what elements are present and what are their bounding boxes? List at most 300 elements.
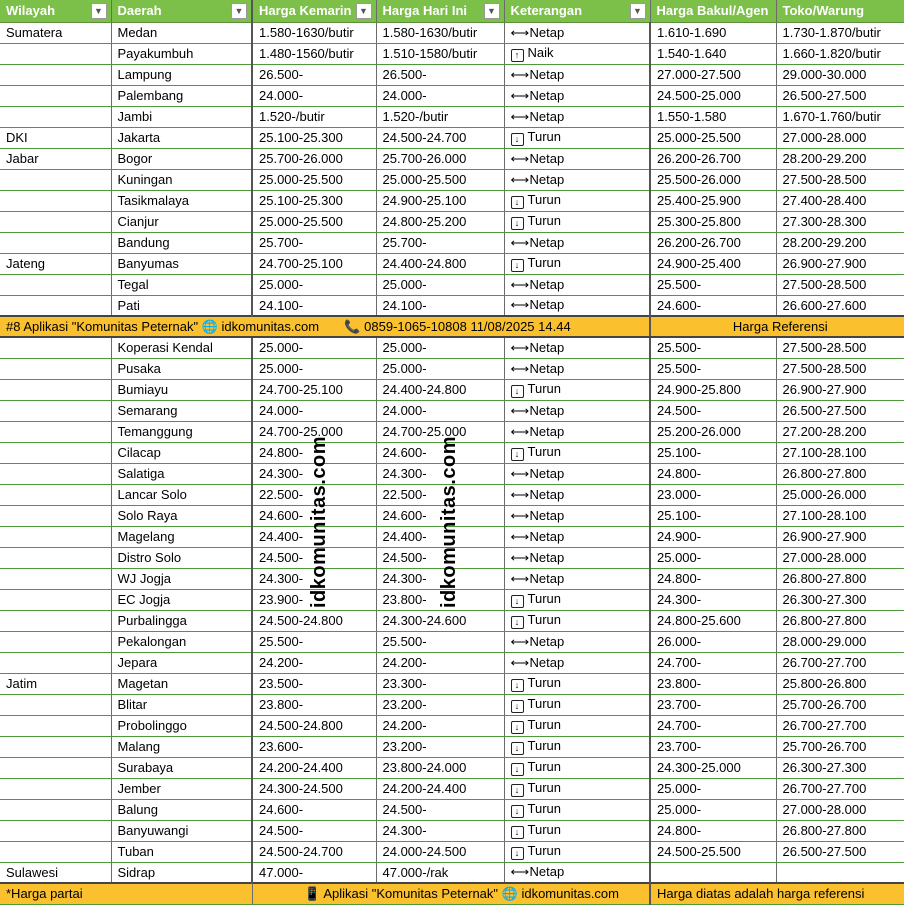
table-cell[interactable]: 25.700-26.700 [776, 736, 904, 757]
table-cell[interactable]: ↓ Turun [504, 799, 650, 820]
table-cell[interactable]: Tuban [111, 841, 252, 862]
table-cell[interactable]: 25.300-25.800 [650, 211, 776, 232]
table-cell[interactable]: 1.480-1560/butir [252, 43, 376, 64]
table-cell[interactable]: ↑ Naik [504, 43, 650, 64]
table-cell[interactable]: 24.600- [650, 295, 776, 316]
table-cell[interactable]: 24.000-24.500 [376, 841, 504, 862]
header-row [0, 0, 904, 22]
table-cell[interactable]: EC Jogja [111, 589, 252, 610]
table-cell[interactable]: 27.500-28.500 [776, 358, 904, 379]
table-cell[interactable]: Sidrap [111, 862, 252, 883]
table-cell[interactable]: Semarang [111, 400, 252, 421]
table-cell[interactable]: Malang [111, 736, 252, 757]
filter-dropdown-icon[interactable]: ▼ [231, 3, 247, 19]
table-cell[interactable]: 24.700-25.000 [376, 421, 504, 442]
filter-dropdown-icon[interactable]: ▼ [630, 3, 646, 19]
table-cell[interactable]: 26.500-27.500 [776, 85, 904, 106]
table-cell[interactable]: 29.000-30.000 [776, 64, 904, 85]
table-cell[interactable] [0, 442, 111, 463]
table-cell[interactable] [0, 232, 111, 253]
table-cell[interactable]: 24.300- [650, 589, 776, 610]
table-cell[interactable]: Jabar [0, 148, 111, 169]
table-cell[interactable] [0, 568, 111, 589]
table-cell[interactable]: 24.800- [650, 463, 776, 484]
table-cell[interactable]: 27.400-28.400 [776, 190, 904, 211]
table-cell[interactable]: ⟷Netap [504, 526, 650, 547]
table-cell[interactable]: 25.000- [650, 799, 776, 820]
table-cell[interactable] [0, 169, 111, 190]
table-cell[interactable] [0, 337, 111, 358]
steady-arrow-icon: ⟷ [510, 297, 530, 313]
table-cell[interactable]: ⟷Netap [504, 568, 650, 589]
table-cell[interactable]: 27.000-28.000 [776, 127, 904, 148]
table-cell[interactable]: 26.900-27.900 [776, 379, 904, 400]
table-cell[interactable]: 24.900- [650, 526, 776, 547]
table-cell[interactable] [0, 778, 111, 799]
table-cell[interactable]: 23.600- [252, 736, 376, 757]
table-cell[interactable] [0, 64, 111, 85]
table-cell[interactable]: ⟷Netap [504, 64, 650, 85]
table-cell[interactable] [0, 484, 111, 505]
table-cell[interactable]: 1.540-1.640 [650, 43, 776, 64]
table-cell[interactable]: Jateng [0, 253, 111, 274]
table-cell[interactable]: ⟷Netap [504, 421, 650, 442]
table-cell[interactable]: Jepara [111, 652, 252, 673]
table-cell[interactable]: 23.800- [376, 589, 504, 610]
table-cell[interactable]: 27.000-28.000 [776, 799, 904, 820]
table-cell[interactable]: 24.300- [376, 568, 504, 589]
table-cell[interactable]: 28.000-29.000 [776, 631, 904, 652]
table-cell[interactable]: 24.400- [376, 526, 504, 547]
table-cell[interactable]: DKI [0, 127, 111, 148]
table-cell[interactable]: Pati [111, 295, 252, 316]
table-cell[interactable] [0, 610, 111, 631]
table-cell[interactable]: 24.000- [252, 85, 376, 106]
steady-arrow-icon: ⟷ [510, 87, 530, 103]
table-cell[interactable]: 23.800- [252, 694, 376, 715]
table-cell[interactable]: Balung [111, 799, 252, 820]
table-cell[interactable]: 27.300-28.300 [776, 211, 904, 232]
table-cell[interactable]: 1.670-1.760/butir [776, 106, 904, 127]
filter-dropdown-icon[interactable]: ▼ [356, 3, 372, 19]
column-header[interactable]: Harga Kemarin ▼ [252, 0, 376, 22]
table-cell[interactable]: 47.000- [252, 862, 376, 883]
table-cell[interactable]: 24.600- [376, 442, 504, 463]
table-cell[interactable]: 26.500-27.500 [776, 841, 904, 862]
table-cell[interactable]: Surabaya [111, 757, 252, 778]
table-cell[interactable]: 25.500- [650, 274, 776, 295]
table-cell[interactable]: 24.700- [650, 652, 776, 673]
table-cell[interactable]: 24.800- [650, 820, 776, 841]
table-cell[interactable]: Distro Solo [111, 547, 252, 568]
table-cell[interactable]: ↓ Turun [504, 127, 650, 148]
table-cell[interactable]: 28.200-29.200 [776, 232, 904, 253]
table-cell[interactable] [0, 799, 111, 820]
table-cell[interactable]: 27.200-28.200 [776, 421, 904, 442]
table-cell[interactable]: Bandung [111, 232, 252, 253]
table-cell[interactable]: 1.520-/butir [376, 106, 504, 127]
table-cell[interactable]: ⟷Netap [504, 148, 650, 169]
table-cell[interactable]: 23.800- [650, 673, 776, 694]
table-cell[interactable]: 25.000- [376, 274, 504, 295]
table-cell[interactable]: Sulawesi [0, 862, 111, 883]
table-cell[interactable]: Solo Raya [111, 505, 252, 526]
table-cell[interactable]: 25.500- [252, 631, 376, 652]
table-cell[interactable]: ↓ Turun [504, 610, 650, 631]
table-cell[interactable]: 25.000- [252, 274, 376, 295]
table-cell[interactable]: 26.900-27.900 [776, 253, 904, 274]
table-cell[interactable]: 26.700-27.700 [776, 778, 904, 799]
table-cell[interactable]: 24.400-24.800 [376, 253, 504, 274]
table-cell[interactable]: 22.500- [252, 484, 376, 505]
table-cell[interactable] [0, 757, 111, 778]
table-cell[interactable]: 24.500-24.800 [252, 715, 376, 736]
table-cell[interactable]: 25.500- [650, 337, 776, 358]
table-cell[interactable]: 25.000-25.500 [650, 127, 776, 148]
table-cell[interactable]: Medan [111, 22, 252, 43]
table-cell[interactable]: 25.500- [376, 631, 504, 652]
table-cell[interactable]: 24.900-25.100 [376, 190, 504, 211]
table-cell[interactable]: 25.700-26.700 [776, 694, 904, 715]
table-cell[interactable]: 25.800-26.800 [776, 673, 904, 694]
banner-site[interactable]: idkomunitas.com [221, 318, 320, 334]
table-cell[interactable]: 24.200- [376, 715, 504, 736]
table-cell[interactable]: ↓ Turun [504, 778, 650, 799]
table-cell[interactable] [0, 274, 111, 295]
table-cell[interactable]: 24.500- [376, 799, 504, 820]
table-cell[interactable]: ⟷Netap [504, 484, 650, 505]
table-cell[interactable] [776, 862, 904, 883]
table-cell[interactable]: 25.000- [650, 778, 776, 799]
table-cell[interactable]: Jakarta [111, 127, 252, 148]
table-cell[interactable]: ⟷Netap [504, 337, 650, 358]
table-cell[interactable]: 24.500- [252, 820, 376, 841]
table-cell[interactable] [0, 715, 111, 736]
table-cell[interactable]: 1.730-1.870/butir [776, 22, 904, 43]
table-cell[interactable]: 47.000-/rak [376, 862, 504, 883]
table-cell[interactable]: 24.100- [252, 295, 376, 316]
table-cell[interactable]: ⟷Netap [504, 631, 650, 652]
table-cell[interactable]: ⟷Netap [504, 358, 650, 379]
table-cell[interactable]: 23.900- [252, 589, 376, 610]
table-cell[interactable] [0, 106, 111, 127]
table-cell[interactable]: 23.700- [650, 694, 776, 715]
table-cell[interactable]: 1.610-1.690 [650, 22, 776, 43]
table-cell[interactable]: Salatiga [111, 463, 252, 484]
table-cell[interactable] [0, 589, 111, 610]
table-cell[interactable]: 24.500-24.700 [252, 841, 376, 862]
table-cell[interactable]: 25.000-25.500 [252, 211, 376, 232]
table-row [0, 43, 904, 64]
table-cell[interactable]: ↓ Turun [504, 694, 650, 715]
table-cell[interactable]: 27.100-28.100 [776, 505, 904, 526]
table-cell[interactable]: ↓ Turun [504, 253, 650, 274]
table-cell[interactable]: 24.000- [376, 400, 504, 421]
table-cell[interactable]: 27.000-27.500 [650, 64, 776, 85]
table-cell[interactable]: ↓ Turun [504, 442, 650, 463]
table-cell[interactable] [0, 526, 111, 547]
table-cell[interactable]: ↓ Turun [504, 841, 650, 862]
table-cell[interactable]: ↓ Turun [504, 589, 650, 610]
table-cell[interactable] [0, 463, 111, 484]
table-cell[interactable]: 1.580-1630/butir [376, 22, 504, 43]
table-cell[interactable]: 26.700-27.700 [776, 652, 904, 673]
table-cell[interactable]: 1.520-/butir [252, 106, 376, 127]
table-cell[interactable]: 24.300- [252, 463, 376, 484]
table-cell[interactable]: 25.700- [252, 232, 376, 253]
table-cell[interactable]: Pusaka [111, 358, 252, 379]
table-cell[interactable]: 26.800-27.800 [776, 463, 904, 484]
table-cell[interactable]: 25.500- [650, 358, 776, 379]
table-cell[interactable] [0, 505, 111, 526]
table-cell[interactable]: 26.800-27.800 [776, 820, 904, 841]
table-cell[interactable]: 24.300-24.500 [252, 778, 376, 799]
table-cell[interactable] [0, 841, 111, 862]
table-cell[interactable]: ⟷Netap [504, 85, 650, 106]
footer-site[interactable]: idkomunitas.com [521, 885, 619, 901]
table-cell[interactable] [650, 862, 776, 883]
table-cell[interactable]: ↓ Turun [504, 736, 650, 757]
table-cell[interactable]: 24.800- [252, 442, 376, 463]
table-cell[interactable]: 24.900-25.400 [650, 253, 776, 274]
table-cell[interactable]: Purbalingga [111, 610, 252, 631]
table-cell[interactable]: 24.400-24.800 [376, 379, 504, 400]
table-cell[interactable]: 25.700- [376, 232, 504, 253]
table-cell[interactable]: 1.580-1630/butir [252, 22, 376, 43]
table-cell[interactable]: ↓ Turun [504, 715, 650, 736]
table-cell[interactable]: 25.000- [650, 547, 776, 568]
table-cell[interactable] [0, 421, 111, 442]
table-cell[interactable]: 27.100-28.100 [776, 442, 904, 463]
table-cell[interactable]: 24.500-25.000 [650, 85, 776, 106]
column-header[interactable]: Daerah ▼ [111, 0, 252, 22]
table-cell[interactable]: 24.500-24.700 [376, 127, 504, 148]
table-cell[interactable]: ⟷Netap [504, 400, 650, 421]
table-cell[interactable]: Banyuwangi [111, 820, 252, 841]
table-cell[interactable]: Lampung [111, 64, 252, 85]
table-cell[interactable] [0, 694, 111, 715]
table-cell[interactable]: 24.300-24.600 [376, 610, 504, 631]
table-cell[interactable]: 27.000-28.000 [776, 547, 904, 568]
banner-phone[interactable]: 0859-1065-10808 [364, 318, 467, 334]
table-cell[interactable]: 24.000- [252, 400, 376, 421]
table-cell[interactable]: 24.600- [252, 799, 376, 820]
column-header[interactable]: Harga Hari Ini ▼ [376, 0, 504, 22]
table-cell[interactable]: 24.800-25.600 [650, 610, 776, 631]
table-cell[interactable] [0, 295, 111, 316]
table-cell[interactable]: 24.600- [252, 505, 376, 526]
column-header[interactable]: Keterangan ▼ [504, 0, 650, 22]
table-cell[interactable]: 24.800-25.200 [376, 211, 504, 232]
table-cell[interactable]: ⟷Netap [504, 169, 650, 190]
table-cell[interactable]: 26.800-27.800 [776, 568, 904, 589]
table-cell[interactable]: ↓ Turun [504, 820, 650, 841]
table-cell[interactable] [0, 211, 111, 232]
table-cell[interactable]: ⟷Netap [504, 862, 650, 883]
table-cell[interactable]: 25.500-26.000 [650, 169, 776, 190]
table-cell[interactable]: 23.000- [650, 484, 776, 505]
table-cell[interactable]: 26.300-27.300 [776, 757, 904, 778]
table-cell[interactable]: 25.000-25.500 [252, 169, 376, 190]
table-cell[interactable]: ⟷Netap [504, 463, 650, 484]
table-cell[interactable]: 23.500- [252, 673, 376, 694]
table-cell[interactable]: 27.500-28.500 [776, 169, 904, 190]
table-cell[interactable]: 24.500- [376, 547, 504, 568]
table-cell[interactable]: 23.200- [376, 694, 504, 715]
table-cell[interactable]: Magetan [111, 673, 252, 694]
table-cell[interactable]: 24.200- [376, 652, 504, 673]
table-cell[interactable]: Temanggung [111, 421, 252, 442]
table-cell[interactable]: 27.500-28.500 [776, 337, 904, 358]
table-cell[interactable]: ↓ Turun [504, 673, 650, 694]
app-icon: 📱 [304, 885, 321, 901]
table-cell[interactable] [0, 400, 111, 421]
filter-dropdown-icon[interactable]: ▼ [91, 3, 107, 19]
table-cell[interactable]: 24.200- [252, 652, 376, 673]
table-cell[interactable]: 24.700- [650, 715, 776, 736]
table-cell[interactable]: Koperasi Kendal [111, 337, 252, 358]
table-cell[interactable] [0, 358, 111, 379]
table-cell[interactable]: ⟷Netap [504, 22, 650, 43]
table-cell[interactable]: 24.700-25.100 [252, 379, 376, 400]
table-cell[interactable] [0, 820, 111, 841]
table-cell[interactable]: ⟷Netap [504, 547, 650, 568]
table-cell[interactable]: Pekalongan [111, 631, 252, 652]
table-cell[interactable]: Banyumas [111, 253, 252, 274]
table-cell[interactable]: 25.000-26.000 [776, 484, 904, 505]
table-cell[interactable]: 25.100-25.300 [252, 190, 376, 211]
column-header[interactable]: Wilayah ▼ [0, 0, 111, 22]
table-cell[interactable]: 25.000- [376, 337, 504, 358]
table-cell[interactable]: Tegal [111, 274, 252, 295]
table-cell[interactable]: 24.900-25.800 [650, 379, 776, 400]
table-cell[interactable] [0, 379, 111, 400]
table-cell[interactable]: Jambi [111, 106, 252, 127]
table-cell[interactable]: 25.200-26.000 [650, 421, 776, 442]
table-cell[interactable]: 24.400- [252, 526, 376, 547]
table-cell[interactable]: WJ Jogja [111, 568, 252, 589]
table-cell[interactable]: 23.700- [650, 736, 776, 757]
table-cell[interactable] [0, 631, 111, 652]
table-cell[interactable]: Bogor [111, 148, 252, 169]
table-cell[interactable]: 26.000- [650, 631, 776, 652]
table-cell[interactable]: Bumiayu [111, 379, 252, 400]
table-cell[interactable]: ⟷Netap [504, 295, 650, 316]
table-cell[interactable]: 24.500- [650, 400, 776, 421]
table-cell[interactable]: 1.660-1.820/butir [776, 43, 904, 64]
table-cell[interactable]: Tasikmalaya [111, 190, 252, 211]
table-cell[interactable]: 25.000-25.500 [376, 169, 504, 190]
table-cell[interactable]: 24.300- [376, 820, 504, 841]
table-cell[interactable] [0, 85, 111, 106]
table-cell[interactable]: 24.500-25.500 [650, 841, 776, 862]
table-cell[interactable]: 25.000- [252, 358, 376, 379]
table-cell[interactable]: Kuningan [111, 169, 252, 190]
column-header[interactable]: Harga Bakul/Agen [650, 0, 776, 22]
table-cell[interactable] [0, 190, 111, 211]
table-cell[interactable]: 25.100-25.300 [252, 127, 376, 148]
table-cell[interactable]: 27.500-28.500 [776, 274, 904, 295]
table-cell[interactable]: 25.700-26.000 [376, 148, 504, 169]
table-cell[interactable]: 23.200- [376, 736, 504, 757]
table-cell[interactable]: 25.400-25.900 [650, 190, 776, 211]
table-cell[interactable]: 24.100- [376, 295, 504, 316]
table-cell[interactable]: 26.600-27.600 [776, 295, 904, 316]
table-cell[interactable]: 26.500-27.500 [776, 400, 904, 421]
table-cell[interactable]: ↓ Turun [504, 211, 650, 232]
table-cell[interactable]: 23.300- [376, 673, 504, 694]
table-cell[interactable]: ⟷Netap [504, 232, 650, 253]
table-cell[interactable]: ⟷Netap [504, 652, 650, 673]
table-cell[interactable]: Palembang [111, 85, 252, 106]
table-cell[interactable]: ↓ Turun [504, 379, 650, 400]
table-cell[interactable]: Cianjur [111, 211, 252, 232]
table-cell[interactable] [0, 547, 111, 568]
table-cell[interactable]: Jember [111, 778, 252, 799]
table-cell[interactable]: ⟷Netap [504, 106, 650, 127]
table-cell[interactable]: 24.500- [252, 547, 376, 568]
table-cell[interactable] [0, 652, 111, 673]
table-cell[interactable]: 25.100- [650, 442, 776, 463]
table-cell[interactable]: Payakumbuh [111, 43, 252, 64]
table-cell[interactable]: 25.700-26.000 [252, 148, 376, 169]
table-cell[interactable]: 26.200-26.700 [650, 148, 776, 169]
table-cell[interactable]: 24.300-25.000 [650, 757, 776, 778]
table-cell[interactable]: 24.300- [376, 463, 504, 484]
table-cell[interactable]: 24.800- [650, 568, 776, 589]
table-cell[interactable] [0, 736, 111, 757]
table-cell[interactable]: 24.700-25.000 [252, 421, 376, 442]
table-cell[interactable]: 1.550-1.580 [650, 106, 776, 127]
table-cell[interactable]: Blitar [111, 694, 252, 715]
table-cell[interactable] [0, 43, 111, 64]
table-cell[interactable]: 24.600- [376, 505, 504, 526]
table-cell[interactable]: Magelang [111, 526, 252, 547]
table-cell[interactable]: 26.200-26.700 [650, 232, 776, 253]
table-cell[interactable]: 26.300-27.300 [776, 589, 904, 610]
table-cell[interactable]: Lancar Solo [111, 484, 252, 505]
table-cell[interactable]: 23.800-24.000 [376, 757, 504, 778]
table-cell[interactable]: 24.700-25.100 [252, 253, 376, 274]
table-cell[interactable]: 25.100- [650, 505, 776, 526]
table-cell[interactable]: ↓ Turun [504, 757, 650, 778]
table-cell[interactable]: ⟷Netap [504, 274, 650, 295]
table-cell[interactable]: 26.500- [376, 64, 504, 85]
column-header[interactable]: Toko/Warung [776, 0, 904, 22]
table-cell[interactable]: 24.300- [252, 568, 376, 589]
table-cell[interactable]: ↓ Turun [504, 190, 650, 211]
table-cell[interactable]: Cilacap [111, 442, 252, 463]
table-cell[interactable]: 24.200-24.400 [252, 757, 376, 778]
table-cell[interactable]: Jatim [0, 673, 111, 694]
table-cell[interactable]: ⟷Netap [504, 505, 650, 526]
table-cell[interactable]: 28.200-29.200 [776, 148, 904, 169]
filter-dropdown-icon[interactable]: ▼ [484, 3, 500, 19]
table-cell[interactable]: 25.000- [376, 358, 504, 379]
table-cell[interactable]: Probolinggo [111, 715, 252, 736]
table-cell[interactable]: 26.900-27.900 [776, 526, 904, 547]
table-cell[interactable]: 22.500- [376, 484, 504, 505]
table-cell[interactable]: 24.200-24.400 [376, 778, 504, 799]
table-cell[interactable]: 26.500- [252, 64, 376, 85]
table-cell[interactable]: 26.700-27.700 [776, 715, 904, 736]
table-cell[interactable]: 24.000- [376, 85, 504, 106]
table-cell[interactable]: 24.500-24.800 [252, 610, 376, 631]
table-cell[interactable]: 26.800-27.800 [776, 610, 904, 631]
table-cell[interactable]: 1.510-1580/butir [376, 43, 504, 64]
table-cell[interactable]: 25.000- [252, 337, 376, 358]
table-cell[interactable]: Sumatera [0, 22, 111, 43]
